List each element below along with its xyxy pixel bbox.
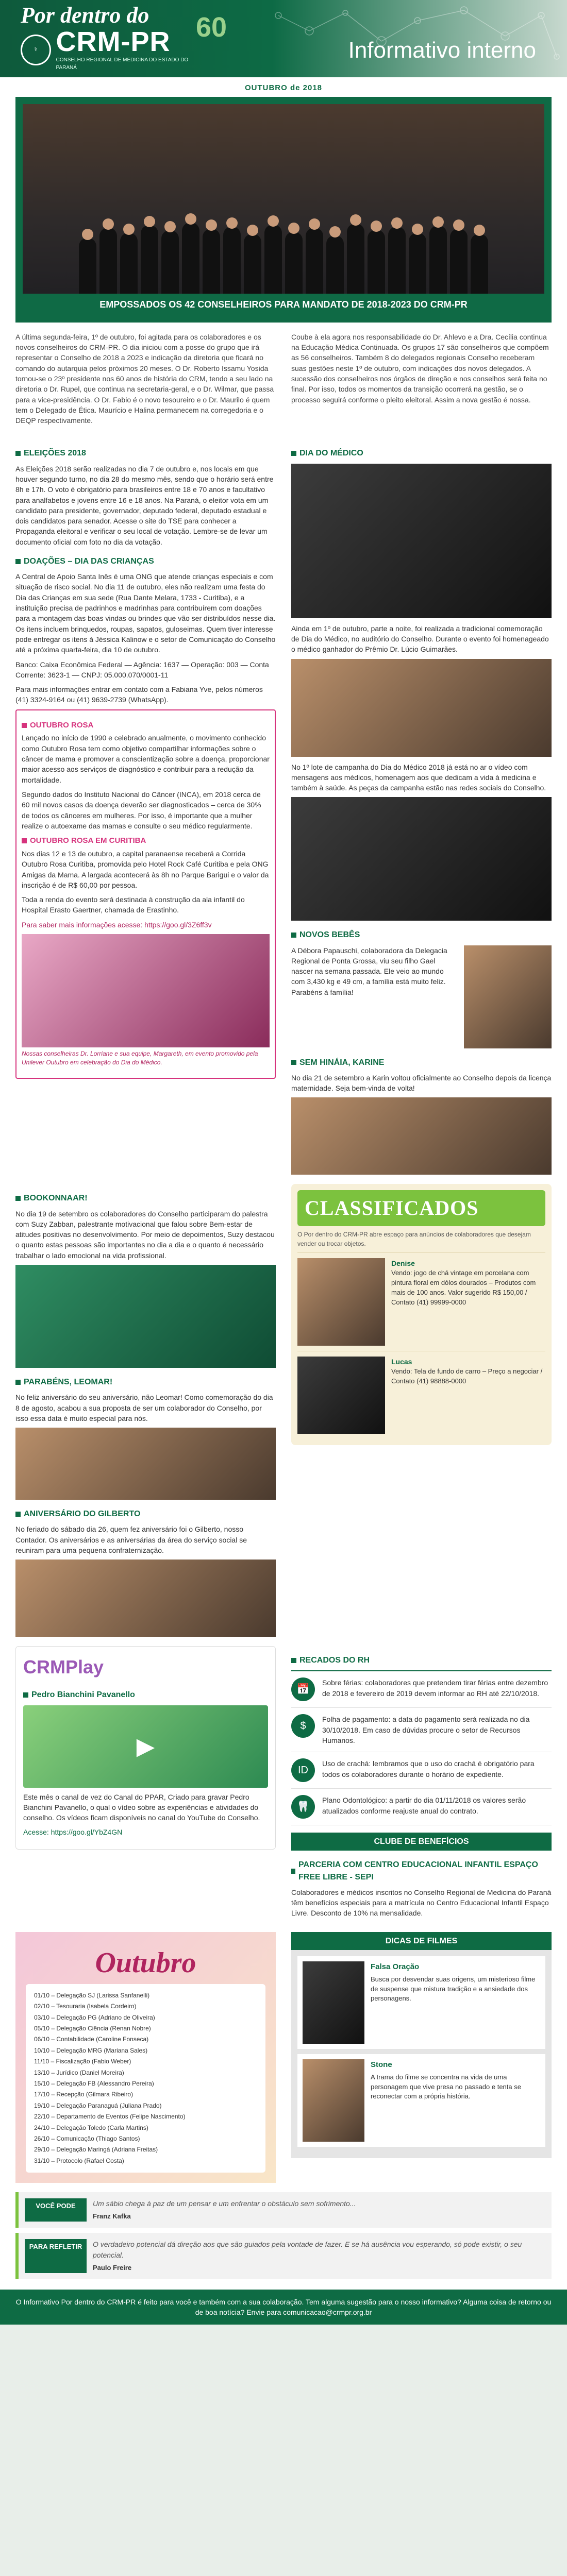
- dicas-list: [291, 1950, 552, 2158]
- aniversariante-item: 19/10 – Delegação Paranaguá (Juliana Prado): [34, 2102, 162, 2109]
- aniversariante-item: 06/10 – Contabilidade (Caroline Fonseca): [34, 2036, 149, 2043]
- hero-photo: [23, 104, 544, 315]
- aniversariante-item: 10/10 – Delegação MRG (Mariana Sales): [34, 2046, 148, 2054]
- brand-name: CRM-PR: [56, 26, 171, 57]
- fourth-row: [0, 1923, 567, 2183]
- outubro-rosa-title: OUTUBRO ROSA: [22, 720, 270, 731]
- rh-item: ID Uso de crachá: lembramos que o uso do crachá é obrigatório para todos os colaboradores durante o horário de expediente.: [291, 1752, 552, 1789]
- clube-text: Colaboradores e médicos inscritos no Conselho Regional de Medicina do Paraná têm benefícios especiais para a matrícula no Centro Educacional Infantil Espaço Livre. Desconto de 10% na mensalidade.: [291, 1888, 552, 1918]
- clube-title: CLUBE DE BENEFÍCIOS: [291, 1833, 552, 1851]
- play-text: Este mês o canal de vez do Canal do PPAR, Criado para gravar Pedro Bianchini Pavanello, o qual o vídeo sobre as experiências e atividades do conselho. Os vídeos ficam disponíveis no canal do YouTube do Conselho.: [23, 1792, 260, 1822]
- bebe-photo: [464, 945, 552, 1048]
- novos-bebes-text: A Débora Papauschi, colaboradora da Delegacia Regional de Ponta Grossa, viu seu filho Gael nascer na semana passada. Ele veio ao mundo com 3,430 kg e 49 cm, a família está muito feliz. Parabéns à família!: [291, 946, 447, 996]
- badge-icon: ID: [291, 1758, 315, 1782]
- parabens-text: No feliz aniversário do seu aniversário, não Leomar! Como comemoração do dia 8 de agosto, acabou a sua proposta de ser um colaborador do Conselho, por isso essa data é muito especial para nós.: [15, 1393, 273, 1422]
- rh-title: RECADOS DO RH: [291, 1654, 552, 1666]
- money-icon: $: [291, 1714, 315, 1738]
- edition-date: OUTUBRO de 2018: [244, 83, 323, 92]
- aniversariante-item: 26/10 – Comunicação (Thiago Santos): [34, 2134, 140, 2142]
- aniversariante-item: 01/10 – Delegação SJ (Larissa Sanfanelli): [34, 1991, 150, 1999]
- anniversary-mark: 60: [196, 12, 227, 43]
- gilberto-title: ANIVERSÁRIO DO GILBERTO: [15, 1508, 276, 1520]
- classificados: [291, 1184, 552, 1445]
- dicas-title: DICAS DE FILMES: [291, 1932, 552, 1950]
- crm-play: [15, 1646, 276, 1850]
- aniversariante-item: 03/10 – Delegação PG (Adriano de Oliveira): [34, 2013, 155, 2021]
- hinaia-text: No dia 21 de setembro a Karin voltou oficialmente ao Conselho depois da licença maternidade. Seja bem-vinda de volta!: [291, 1073, 552, 1093]
- second-row: [0, 1175, 567, 1637]
- classificados-title: CLASSIFICADOS: [297, 1190, 545, 1226]
- parabens-title: PARABÉNS, LEOMAR!: [15, 1376, 276, 1388]
- voce-pode-box: VOCÊ PODE Um sábio chega à paz de um pensar e um enfrentar o obstáculo sem sofrimento... Franz Kafka: [15, 2192, 552, 2228]
- lead-section: [0, 323, 567, 430]
- aniversariante-item: 24/10 – Delegação Toledo (Carla Martins): [34, 2124, 148, 2131]
- aniversariante-item: 17/10 – Recepção (Gilmara Ribeiro): [34, 2091, 134, 2098]
- rh-list: [291, 1670, 552, 1825]
- dia-medico-title: DIA DO MÉDICO: [291, 447, 552, 459]
- main-columns: [0, 430, 567, 1175]
- karine-photo: [291, 1097, 552, 1175]
- calendar-icon: 📅: [291, 1677, 315, 1701]
- aniversariante-item: 22/10 – Departamento de Eventos (Felipe Nascimento): [34, 2113, 186, 2121]
- rh-item: 📅 Sobre férias: colaboradores que pretendem tirar férias entre dezembro de 2018 e fevereiro de 2019 devem informar ao RH até 22/10/2018.: [291, 1671, 552, 1708]
- aniversariante-item: 29/10 – Delegação Maringá (Adriana Freitas): [34, 2146, 158, 2154]
- gilberto-photo: [15, 1560, 276, 1637]
- refletir-box: PARA REFLETIR O verdadeiro potencial dá direção aos que são guiados pela vontade de fazer. E se há ausência vou esperando, só pode existir, o seu potencial. Paulo Freire: [15, 2233, 552, 2279]
- hinaia-title: SEM HINÁIA, KARINE: [291, 1057, 552, 1069]
- campanha-photo: [291, 797, 552, 921]
- aniversariantes-list: [26, 1984, 265, 2173]
- eleicoes-text: As Eleições 2018 serão realizadas no dia 7 de outubro e, nos locais em que houver segundo turno, no dia 28 do mesmo mês, sendo que o horário será entre 8h e 17h. O voto é obrigatório para brasileiros entre 18 e 70 anos e facultativo para analfabetos e jovens entre 16 e 18 anos. Na Paraná, o eleitor vota em um candidato para presidente, governador, deputado federal, deputado estadual e dois candidatos para senador. Acesse o site do TSE para conhecer a Propaganda eleitoral e verificar o seu local de votação. Lembre-se de levar um documento oficial com foto no dia da votação.: [15, 464, 274, 546]
- bookonnar-title: BOOKONNAAR!: [15, 1192, 276, 1204]
- play-video-thumb[interactable]: ▶: [23, 1705, 268, 1788]
- lead-left: A última segunda-feira, 1º de outubro, foi agitada para os colaboradores e os novos conselheiros do CRM-PR. O dia iniciou com a posse do grupo que irá representar o Conselho de 2018 a 2023 e indicação da diretoria que ficará no comando do autarquia pelos próximos 20 meses. O Dr. Roberto Issamu Yosida tornou-se o 23º presidente nos 60 anos de história do CRM, tendo a seu lado na diretoria o Dr. Rupel, que continua na secretaria-geral, e o Dr. Wilmar, que passa para a vice-presidência. O Dr. Fabio é o novo tesoureiro e o Dr. Maurilo é quem tem o Delegado de Ética. Maurício e Halina permanecem na corregedoria e o DEQP respectivamente.: [15, 332, 274, 425]
- lead-right: Coube à ela agora nos responsabilidade do Dr. Ahlevo e a Dra. Cecília continua na Educação Médica Continuada. Os grupos 17 são conselheiros que compõem as 56 conselheiros. Também 8 do delegados regionais Conselho receberam suas gestões neste 1º de outubro, com indicações dos novos delegados. A sucessão dos conselheiros nos órgãos de direção e nos conselhos será feita no final. Por isso, todos os momentos da transição ocorrerá na gestão, se o processo seguirá conforme o pleito eleitoral. Assim a nova gestão é nossa.: [291, 332, 549, 404]
- hero: [15, 97, 552, 323]
- doacoes-title: DOAÇÕES – DIA DAS CRIANÇAS: [15, 555, 276, 567]
- left-column: [15, 439, 276, 1175]
- aniversariante-item: 15/10 – Delegação FB (Alessandro Pereira): [34, 2080, 154, 2088]
- quotes: [0, 2183, 567, 2279]
- novos-bebes-title: NOVOS BEBÊS: [291, 929, 552, 941]
- doacoes-text: A Central de Apoio Santa Inês é uma ONG que atende crianças especiais e com situação de risco social. No dia 11 de outubro, eles não realizam uma festa do Dia das Crianças em sua sede (Rua Dante Melara, 1733 - Curitiba), e a instituição precisa de padrinhos e madrinhas para contribuírem com doações para a montagem das boas vindas ou brindes que vão ser distribuídos nesse dia. Os itens incluem brinquedos, roupas, sapatos, guloseimas. Quem tiver interesse pode entregar os itens à Jéssica Kalinow e o setor de Comunicação do Conselho até a próxima quarta-feira, dia 10 de outubro.: [15, 572, 276, 654]
- parabens-photo: [15, 1428, 276, 1500]
- aniversariantes-title: Outubro: [95, 1946, 196, 1979]
- rosa-text-3: Nos dias 12 e 13 de outubro, a capital paranaense receberá a Corrida Outubro Rosa Curitiba, promovida pelo Hotel Rock Café Curitiba e pela ONG Amigas da Mama. A largada acontecerá às 8h no Parque Barigui e o valor da inscrição é de R$ 60,00 por pessoa.: [22, 849, 269, 889]
- aniversariante-item: 13/10 – Jurídico (Daniel Moreira): [34, 2069, 124, 2076]
- rh-item: 🦷 Plano Odontológico: a partir do dia 01/11/2018 os valores serão atualizados conforme reajuste anual do contrato.: [291, 1789, 552, 1825]
- classificado-1: Denise Vendo: jogo de chá vintage em porcelana com pintura floral em dólos dourados – Produtos com mais de 100 anos. Valor sugerido R$ 150,00 / Contato (41) 99999-0000: [297, 1252, 545, 1351]
- play-link[interactable]: Acesse: https://goo.gl/YbZ4GN: [23, 1828, 123, 1837]
- aniversariante-item: 11/10 – Fiscalização (Fabio Weber): [34, 2058, 131, 2065]
- gilberto-text: No feriado do sábado dia 26, quem fez aniversário foi o Gilberto, nosso Contador. Os aniversários e as aniversárias da área do serviço social se reuniram para uma pequena confraternização.: [15, 1525, 247, 1554]
- header: [0, 0, 567, 77]
- seal-icon: ⚕: [21, 35, 51, 65]
- bookonnar-text: No dia 19 de setembro os colaboradores do Conselho participaram do palestra com Suzy Zabban, palestrante motivacional que falou sobre Bem-estar de atitudes positivas no desenvolvimento. Por meio de depoimentos, Suzy destacou o quanto estas pessoas são importantes no dia a dia e o quanto é necessário trabalhar o lado emocional na vida profissional.: [15, 1209, 275, 1260]
- dica-item: Falsa Oração Busca por desvendar suas origens, um misterioso filme de suspense que mistura tradição e a ansiedade dos personagens.: [297, 1956, 545, 2049]
- rosa-photo: [22, 934, 270, 1047]
- rh-item: $ Folha de pagamento: a data do pagamento será realizada no dia 30/10/2018. Em caso de dúvidas procure o setor de Recursos Humanos.: [291, 1708, 552, 1752]
- dia-medico-text-2: No 1º lote de campanha do Dia do Médico 2018 já está no ar o vídeo com mensagens aos médicos, homenagem aos que dedicam a vida à medicina e também à saúde. As peças da campanha estão nas redes sociais do Conselho.: [291, 762, 546, 792]
- clube-subtitle: PARCERIA COM CENTRO EDUCACIONAL INFANTIL ESPAÇO FREE LIBRE - SEPI: [291, 1859, 552, 1883]
- classificado-2: Lucas Vendo: Tela de fundo de carro – Preço a negociar / Contato (41) 98888-0000: [297, 1351, 545, 1439]
- bookonnar-photo: [15, 1265, 276, 1368]
- tooth-icon: 🦷: [291, 1795, 315, 1819]
- rosa-caption: Nossas conselheiras Dr. Lorriane e sua equipe, Margareth, em evento promovido pela Unilever Outubro em celebração do Dia do Médico.: [22, 1049, 258, 1066]
- brand-top: Por dentro do: [21, 3, 149, 28]
- rosa-text-1: Lançado no início de 1990 e celebrado anualmente, o movimento conhecido como Outubro Rosa tem como objetivo compartilhar informações sobre o câncer de mama e promover a conscientização sobre a doença, proporcionar maior acesso aos serviços de diagnóstico e contribuir para a redução da mortalidade.: [22, 734, 270, 784]
- doacoes-bank: Banco: Caixa Econômica Federal — Agência: 1637 — Operação: 003 — Conta Corrente: 3623-1 — CNPJ: 05.000.070/0001-11: [15, 660, 269, 679]
- newsletter-title: Informativo interno: [348, 38, 536, 63]
- aniversariante-item: 02/10 – Tesouraria (Isabela Cordeiro): [34, 2003, 137, 2010]
- aniversariante-item: 31/10 – Protocolo (Rafael Costa): [34, 2157, 124, 2164]
- brand-logo: [21, 4, 206, 72]
- dia-medico-photo: [291, 464, 552, 618]
- play-speaker: Pedro Bianchini Pavanello: [23, 1689, 268, 1701]
- right-column: [291, 439, 552, 1175]
- outubro-rosa-box: [15, 709, 276, 1079]
- aniversariante-item: 05/10 – Delegação Ciência (Renan Nobre): [34, 2025, 151, 2032]
- dia-medico-photo-2: [291, 659, 552, 757]
- footer: O Informativo Por dentro do CRM-PR é feito para você e também com a sua colaboração. Tem alguma sugestão para o nosso informativo? Alguma coisa de retorno ou de boa notícia? Envie para comunicacao@crmpr.org.br: [0, 2290, 567, 2325]
- rosa-text-4: Toda a renda do evento será destinada à construção da ala infantil do Hospital Erasto Gaertner, chamada de Erastinho.: [22, 895, 245, 914]
- hero-banner: EMPOSSADOS OS 42 CONSELHEIROS PARA MANDATO DE 2018-2023 DO CRM-PR: [23, 294, 544, 315]
- doacoes-contact: Para mais informações entrar em contato com a Fabiana Yve, pelos números (41) 3324-9164 ou (41) 9639-2739 (WhatsApp).: [15, 685, 263, 704]
- eleicoes-title: ELEIÇÕES 2018: [15, 447, 276, 459]
- classificados-intro: O Por dentro do CRM-PR abre espaço para anúncios de colaboradores que desejam vender ou trocar objetos.: [297, 1231, 531, 1247]
- brand-sub: CONSELHO REGIONAL DE MEDICINA DO ESTADO DO PARANÁ: [56, 57, 189, 71]
- play-logo: CRMPlay: [23, 1656, 104, 1678]
- dica-item: Stone A trama do filme se concentra na vida de uma personagem que vive presa no passado e tenta se reconectar com a própria história.: [297, 2054, 545, 2147]
- third-row: [0, 1637, 567, 1923]
- rosa-curitiba-title: OUTUBRO ROSA EM CURITIBA: [22, 835, 270, 846]
- dia-medico-text-1: Ainda em 1º de outubro, parte a noite, foi realizada a tradicional comemoração de Dia do Médico, no auditório do Conselho. Durante o evento foi homenageado o médico ganhador do Prêmio Dr. Lúcio Guimarães.: [291, 624, 549, 654]
- aniversariantes: [15, 1932, 276, 2183]
- rosa-text-2: Segundo dados do Instituto Nacional do Câncer (INCA), em 2018 cerca de 60 mil novos casos da doença deverão ser diagnosticados – cerca de 30% de todos os cânceres em mulheres. Por isso, é importante que a mulher realize o autoexame das mamas e consulte o seu médico regularmente.: [22, 790, 261, 830]
- rosa-link[interactable]: Para saber mais informações acesse: https://goo.gl/3Z6ff3v: [22, 920, 212, 929]
